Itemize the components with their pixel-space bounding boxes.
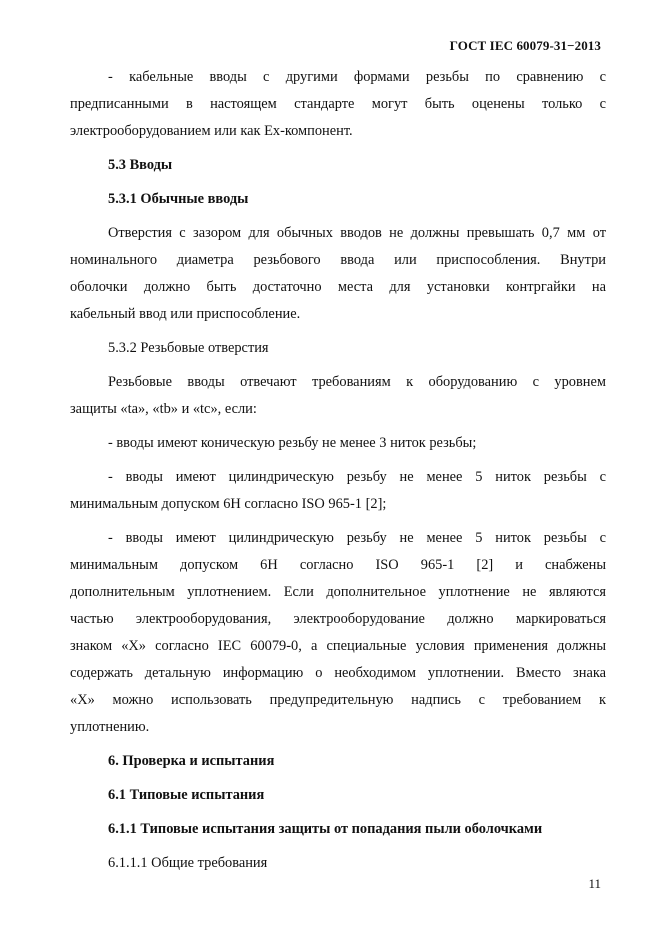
text-line: защиты «ta», «tb» и «tc», если: bbox=[70, 401, 257, 417]
list-item: - вводы имеют цилиндрическую резьбу не менее 5 ниток резьбы с bbox=[108, 469, 606, 485]
text-line: минимальным допуском 6H согласно ISO 965-1 [2] и снабжены bbox=[70, 557, 606, 573]
text-line: «Х» можно использовать предупредительную надпись с требованием к bbox=[70, 692, 606, 708]
text-line: дополнительным уплотнением. Если дополнительное уплотнение не являются bbox=[70, 584, 606, 600]
section-heading: 5.3.1 Обычные вводы bbox=[108, 191, 249, 207]
text-line: уплотнению. bbox=[70, 719, 150, 735]
list-item: - вводы имеют коническую резьбу не менее 3 ниток резьбы; bbox=[108, 435, 477, 451]
section-heading: 6.1.1.1 Общие требования bbox=[108, 855, 268, 871]
page-number: 11 bbox=[588, 876, 601, 891]
section-heading: 5.3 Вводы bbox=[108, 157, 173, 173]
text-line: - кабельные вводы с другими формами резьбы по сравнению с bbox=[108, 69, 606, 85]
page-header: ГОСТ IEC 60079-31−2013 bbox=[449, 38, 601, 53]
text-line: Отверстия с зазором для обычных вводов не должны превышать 0,7 мм от bbox=[108, 225, 606, 241]
text-line: частью электрооборудования, электрооборудование должно маркироваться bbox=[70, 611, 606, 627]
text-line: минимальным допуском 6H согласно ISO 965-1 [2]; bbox=[70, 496, 387, 512]
text-line: Резьбовые вводы отвечают требованиям к оборудованию с уровнем bbox=[108, 374, 606, 390]
document-body bbox=[70, 64, 606, 877]
text-line: номинального диаметра резьбового ввода или приспособления. Внутри bbox=[70, 252, 606, 268]
list-item: - вводы имеют цилиндрическую резьбу не менее 5 ниток резьбы с bbox=[108, 530, 606, 546]
text-line: электрооборудованием или как Ex-компонент. bbox=[70, 123, 353, 139]
section-heading: 6. Проверка и испытания bbox=[108, 753, 275, 769]
text-line: кабельный ввод или приспособление. bbox=[70, 306, 301, 322]
section-heading: 5.3.2 Резьбовые отверстия bbox=[108, 340, 269, 356]
text-line: оболочки должно быть достаточно места для установки контргайки на bbox=[70, 279, 606, 295]
text-line: содержать детальную информацию о необходимом уплотнении. Вместо знака bbox=[70, 665, 606, 681]
section-heading: 6.1.1 Типовые испытания защиты от попадания пыли оболочками bbox=[108, 821, 543, 837]
text-line: знаком «Х» согласно IEC 60079-0, а специальные условия применения должны bbox=[70, 638, 606, 654]
text-line: предписанными в настоящем стандарте могут быть оценены только с bbox=[70, 96, 606, 112]
section-heading: 6.1 Типовые испытания bbox=[108, 787, 265, 803]
